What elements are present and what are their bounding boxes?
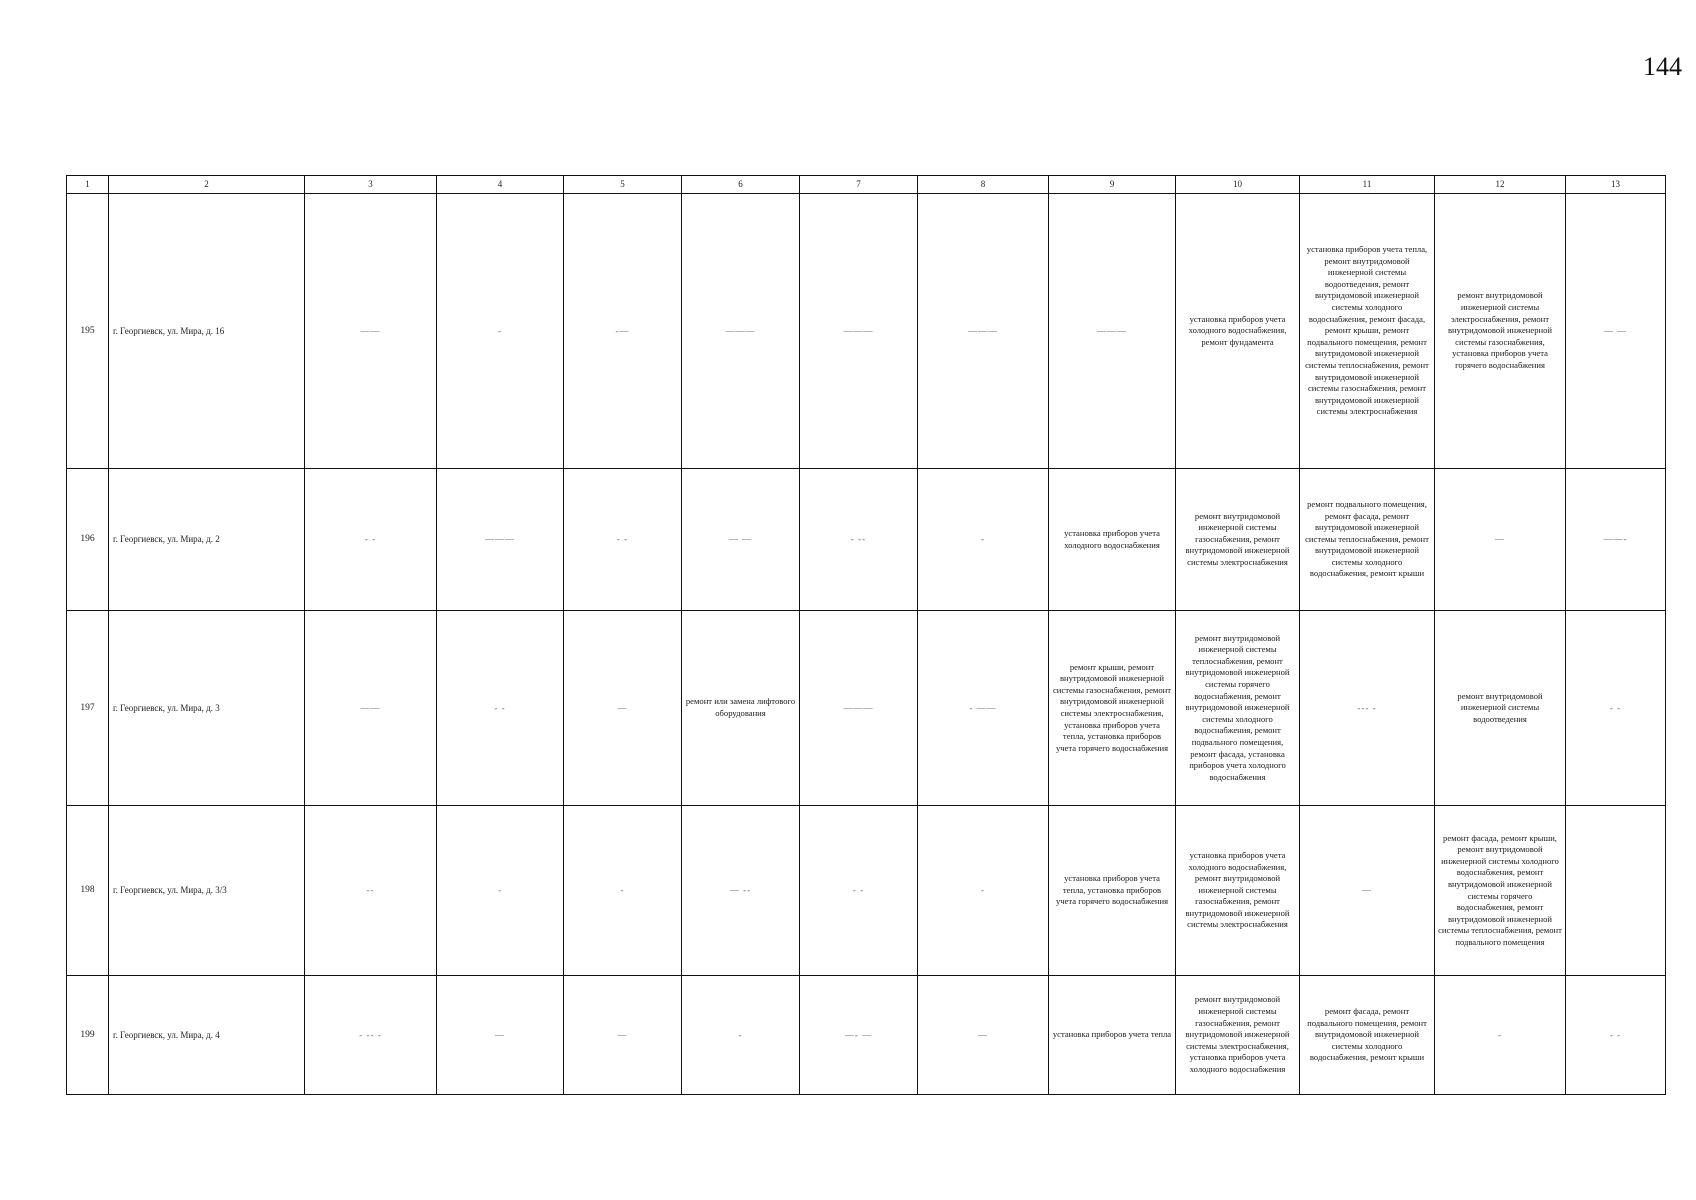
cell-col-12: — xyxy=(1435,469,1566,611)
cell-col-13: - - xyxy=(1566,611,1666,806)
column-header: 11 xyxy=(1300,176,1435,194)
address-cell: г. Георгиевск, ул. Мира, д. 4 xyxy=(109,976,305,1095)
cell-col-3: - - xyxy=(305,469,437,611)
cell-col-4: - - xyxy=(437,611,564,806)
cell-col-11: ремонт подвального помещения, ремонт фасада, ремонт внутридомовой инженерной системы теплоснабжения, ремонт внутридомовой инженерной системы холодного водоснабжения, ремонт крыши xyxy=(1300,469,1435,611)
table-row xyxy=(67,469,1666,611)
cell-col-9: установка приборов учета холодного водоснабжения xyxy=(1049,469,1176,611)
cell-col-7: - -- xyxy=(800,469,918,611)
row-number: 196 xyxy=(67,469,109,611)
cell-col-9: ——— xyxy=(1049,194,1176,469)
row-number: 198 xyxy=(67,806,109,976)
cell-col-6: — — xyxy=(682,469,800,611)
cell-col-11: установка приборов учета тепла, ремонт внутридомовой инженерной системы водоотведения, ремонт внутридомовой инженерной системы холодного водоснабжения, ремонт фасада, ремонт крыши, ремонт подвального помещения, ремонт внутридомовой инженерной системы теплоснабжения, ремонт внутридомовой инженерной системы газоснабжения, ремонт внутридомовой инженерной системы электроснабжения xyxy=(1300,194,1435,469)
cell-col-12: ремонт внутридомовой инженерной системы водоотведения xyxy=(1435,611,1566,806)
cell-col-8: - xyxy=(918,806,1049,976)
cell-col-13: ——- xyxy=(1566,469,1666,611)
address-cell: г. Георгиевск, ул. Мира, д. 16 xyxy=(109,194,305,469)
cell-col-10: ремонт внутридомовой инженерной системы газоснабжения, ремонт внутридомовой инженерной системы электроснабжения xyxy=(1176,469,1300,611)
column-header: 13 xyxy=(1566,176,1666,194)
cell-col-7: - - xyxy=(800,806,918,976)
cell-col-11: --- - xyxy=(1300,611,1435,806)
address-cell: г. Георгиевск, ул. Мира, д. 2 xyxy=(109,469,305,611)
repair-schedule-table xyxy=(66,175,1666,1095)
cell-col-7: ——— xyxy=(800,194,918,469)
cell-col-5: — xyxy=(564,611,682,806)
table-row xyxy=(67,976,1666,1095)
cell-col-10: установка приборов учета холодного водоснабжения, ремонт фундамента xyxy=(1176,194,1300,469)
cell-col-7: ——— xyxy=(800,611,918,806)
cell-col-4: ——— xyxy=(437,469,564,611)
cell-col-10: ремонт внутридомовой инженерной системы теплоснабжения, ремонт внутридомовой инженерной системы горячего водоснабжения, ремонт внутридомовой инженерной системы холодного водоснабжения, ремонт подвального помещения, ремонт фасада, установка приборов учета холодного водоснабжения xyxy=(1176,611,1300,806)
cell-col-8: — xyxy=(918,976,1049,1095)
column-header: 3 xyxy=(305,176,437,194)
cell-col-7: —- — xyxy=(800,976,918,1095)
cell-col-11: ремонт фасада, ремонт подвального помещения, ремонт внутридомовой инженерной системы холодного водоснабжения, ремонт крыши xyxy=(1300,976,1435,1095)
cell-col-12: ремонт фасада, ремонт крыши, ремонт внутридомовой инженерной системы холодного водоснабжения, ремонт внутридомовой инженерной системы горячего водоснабжения, ремонт внутридомовой инженерной системы теплоснабжения, ремонт подвального помещения xyxy=(1435,806,1566,976)
column-header: 8 xyxy=(918,176,1049,194)
table-row xyxy=(67,194,1666,469)
cell-col-3: -- xyxy=(305,806,437,976)
cell-col-4: - xyxy=(437,194,564,469)
cell-col-6: - xyxy=(682,976,800,1095)
cell-col-8: - xyxy=(918,469,1049,611)
cell-col-8: ——— xyxy=(918,194,1049,469)
cell-col-5: - xyxy=(564,806,682,976)
column-header: 4 xyxy=(437,176,564,194)
cell-col-6: ——— xyxy=(682,194,800,469)
column-header: 9 xyxy=(1049,176,1176,194)
row-number: 197 xyxy=(67,611,109,806)
address-cell: г. Георгиевск, ул. Мира, д. 3 xyxy=(109,611,305,806)
cell-col-5: -— xyxy=(564,194,682,469)
cell-col-8: - —— xyxy=(918,611,1049,806)
cell-col-6: ремонт или замена лифтового оборудования xyxy=(682,611,800,806)
column-header: 5 xyxy=(564,176,682,194)
row-number: 199 xyxy=(67,976,109,1095)
cell-col-13: - - xyxy=(1566,976,1666,1095)
cell-col-10: установка приборов учета холодного водоснабжения, ремонт внутридомовой инженерной системы газоснабжения, ремонт внутридомовой инженерной системы электроснабжения xyxy=(1176,806,1300,976)
cell-col-12: ремонт внутридомовой инженерной системы электроснабжения, ремонт внутридомовой инженерной системы газоснабжения, установка приборов учета горячего водоснабжения xyxy=(1435,194,1566,469)
cell-col-5: — xyxy=(564,976,682,1095)
cell-col-13 xyxy=(1566,806,1666,976)
column-header: 1 xyxy=(67,176,109,194)
table-row xyxy=(67,611,1666,806)
cell-col-3: —— xyxy=(305,194,437,469)
cell-col-5: - - xyxy=(564,469,682,611)
column-header: 2 xyxy=(109,176,305,194)
cell-col-10: ремонт внутридомовой инженерной системы газоснабжения, ремонт внутридомовой инженерной системы электроснабжения, установка приборов учета холодного водоснабжения xyxy=(1176,976,1300,1095)
column-header: 7 xyxy=(800,176,918,194)
column-header: 12 xyxy=(1435,176,1566,194)
cell-col-3: —— xyxy=(305,611,437,806)
cell-col-12: - xyxy=(1435,976,1566,1095)
cell-col-11: — xyxy=(1300,806,1435,976)
column-header: 6 xyxy=(682,176,800,194)
page-number: 144 xyxy=(1643,52,1682,81)
cell-col-3: - -- - xyxy=(305,976,437,1095)
address-cell: г. Георгиевск, ул. Мира, д. 3/3 xyxy=(109,806,305,976)
cell-col-4: — xyxy=(437,976,564,1095)
column-header: 10 xyxy=(1176,176,1300,194)
table-row xyxy=(67,806,1666,976)
cell-col-9: ремонт крыши, ремонт внутридомовой инженерной системы газоснабжения, ремонт внутридомовой инженерной системы электроснабжения, установка приборов учета тепла, установка приборов учета горячего водоснабжения xyxy=(1049,611,1176,806)
cell-col-4: - xyxy=(437,806,564,976)
cell-col-9: установка приборов учета тепла xyxy=(1049,976,1176,1095)
row-number: 195 xyxy=(67,194,109,469)
cell-col-13: — — xyxy=(1566,194,1666,469)
cell-col-9: установка приборов учета тепла, установка приборов учета горячего водоснабжения xyxy=(1049,806,1176,976)
header-row xyxy=(67,176,1666,194)
cell-col-6: — -- xyxy=(682,806,800,976)
